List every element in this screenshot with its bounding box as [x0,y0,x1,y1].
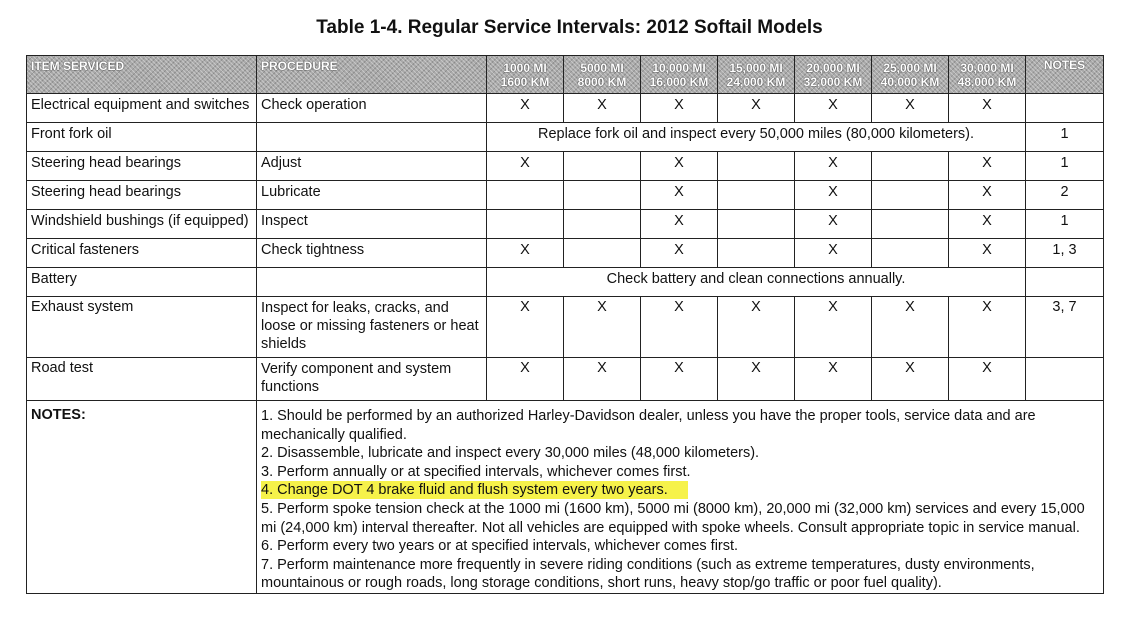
interval-mark: X [795,181,872,210]
notes-ref-cell: 1, 3 [1026,239,1104,268]
header-interval: 15,000 MI 24,000 KM [718,56,795,94]
interval-mark: X [487,152,564,181]
interval-mark [872,239,949,268]
header-interval: 30,000 MI 48,000 KM [949,56,1026,94]
notes-ref-cell: 1 [1026,152,1104,181]
interval-mark: X [487,297,564,358]
interval-mark: X [641,94,718,123]
header-interval: 25,000 MI 40,000 KM [872,56,949,94]
interval-mark: X [641,210,718,239]
interval-mark: X [795,239,872,268]
interval-mark [718,181,795,210]
notes-content [257,401,1104,594]
interval-mark: X [949,297,1026,358]
interval-mark: X [949,152,1026,181]
interval-mark: X [872,297,949,358]
table-row [27,358,1104,401]
notes-ref-cell: 1 [1026,123,1104,152]
note-item: 7. Perform maintenance more frequently in severe riding conditions (such as extreme temperatures, dusty environments, mountainous or rough roads, long storage conditions, short runs, heavy stop/go traffic or poor fuel quality). [261,556,1035,592]
procedure-cell: Verify component and system functions [257,358,487,401]
interval-span-text: Check battery and clean connections annually. [487,268,1026,297]
header-interval: 1000 MI 1600 KM [487,56,564,94]
interval-mark: X [487,358,564,401]
note-item-highlighted [261,481,1099,500]
table-row [27,181,1104,210]
interval-mark: X [718,297,795,358]
notes-label: NOTES: [27,401,257,594]
table-row [27,94,1104,123]
interval-mark [718,210,795,239]
interval-mark: X [564,94,641,123]
interval-mark: X [564,297,641,358]
interval-mark: X [564,358,641,401]
notes-ref-cell [1026,94,1104,123]
note-item: 6. Perform every two years or at specified intervals, whichever comes first. [261,538,739,555]
interval-mark [718,239,795,268]
notes-ref-cell: 3, 7 [1026,297,1104,358]
note-item: 3. Perform annually or at specified intervals, whichever comes first. [261,463,691,480]
interval-mark [872,152,949,181]
header-item-serviced: ITEM SERVICED [27,56,257,94]
interval-span-text: Replace fork oil and inspect every 50,000 miles (80,000 kilometers). [487,123,1026,152]
notes-ref-cell: 1 [1026,210,1104,239]
procedure-cell: Check operation [257,94,487,123]
note-item: 2. Disassemble, lubricate and inspect every 30,000 miles (48,000 kilometers). [261,445,760,462]
interval-mark: X [641,358,718,401]
procedure-cell [257,268,487,297]
table-title: Table 1-4. Regular Service Intervals: 2012 Softail Models [316,17,823,38]
interval-mark: X [718,94,795,123]
table-row [27,152,1104,181]
item-cell: Steering head bearings [27,181,257,210]
table-row [27,268,1104,297]
procedure-cell: Inspect for leaks, cracks, and loose or missing fasteners or heat shields [257,297,487,358]
item-cell: Steering head bearings [27,152,257,181]
procedure-cell: Adjust [257,152,487,181]
highlight-mark: 4. Change DOT 4 brake fluid and flush system every two years. [261,481,688,499]
procedure-cell: Inspect [257,210,487,239]
item-cell: Battery [27,268,257,297]
item-cell: Front fork oil [27,123,257,152]
interval-mark: X [949,358,1026,401]
header-interval: 10,000 MI 16,000 KM [641,56,718,94]
interval-mark [718,152,795,181]
table-row [27,210,1104,239]
notes-row [27,401,1104,594]
table-row [27,297,1104,358]
table-row [27,123,1104,152]
notes-ref-cell: 2 [1026,181,1104,210]
header-notes: NOTES [1026,56,1104,94]
interval-mark: X [487,239,564,268]
interval-mark: X [641,239,718,268]
header-row [27,56,1104,94]
header-interval: 5000 MI 8000 KM [564,56,641,94]
item-cell: Critical fasteners [27,239,257,268]
interval-mark: X [949,239,1026,268]
interval-mark [487,181,564,210]
procedure-cell: Lubricate [257,181,487,210]
interval-mark: X [872,94,949,123]
interval-mark [564,152,641,181]
interval-mark: X [641,181,718,210]
note-item: 5. Perform spoke tension check at the 1000 mi (1600 km), 5000 mi (8000 km), 20,000 mi (32,000 km) services and every 15,000 mi (24,000 km) interval thereafter. Not all vehicles are equipped with spoke wheels. Consult appropriate topic in service manual. [261,500,1085,536]
interval-mark: X [949,210,1026,239]
procedure-cell: Check tightness [257,239,487,268]
interval-mark: X [949,94,1026,123]
item-cell: Exhaust system [27,297,257,358]
interval-mark: X [795,297,872,358]
service-interval-table [26,55,1104,594]
notes-ref-cell [1026,358,1104,401]
procedure-cell [257,123,487,152]
interval-mark [564,210,641,239]
interval-mark [564,181,641,210]
table-row [27,239,1104,268]
interval-mark: X [795,358,872,401]
interval-mark [564,239,641,268]
interval-mark: X [487,94,564,123]
interval-mark: X [795,152,872,181]
interval-mark: X [949,181,1026,210]
interval-mark: X [795,210,872,239]
header-interval: 20,000 MI 32,000 KM [795,56,872,94]
note-item: 1. Should be performed by an authorized Harley-Davidson dealer, unless you have the proper tools, service data and are mechanically qualified. [261,408,1036,443]
interval-mark: X [718,358,795,401]
interval-mark [872,181,949,210]
item-cell: Road test [27,358,257,401]
interval-mark: X [872,358,949,401]
item-cell: Electrical equipment and switches [27,94,257,123]
interval-mark: X [641,297,718,358]
interval-mark [872,210,949,239]
interval-mark [487,210,564,239]
interval-mark: X [641,152,718,181]
header-procedure: PROCEDURE [257,56,487,94]
notes-ref-cell [1026,268,1104,297]
interval-mark: X [795,94,872,123]
item-cell: Windshield bushings (if equipped) [27,210,257,239]
